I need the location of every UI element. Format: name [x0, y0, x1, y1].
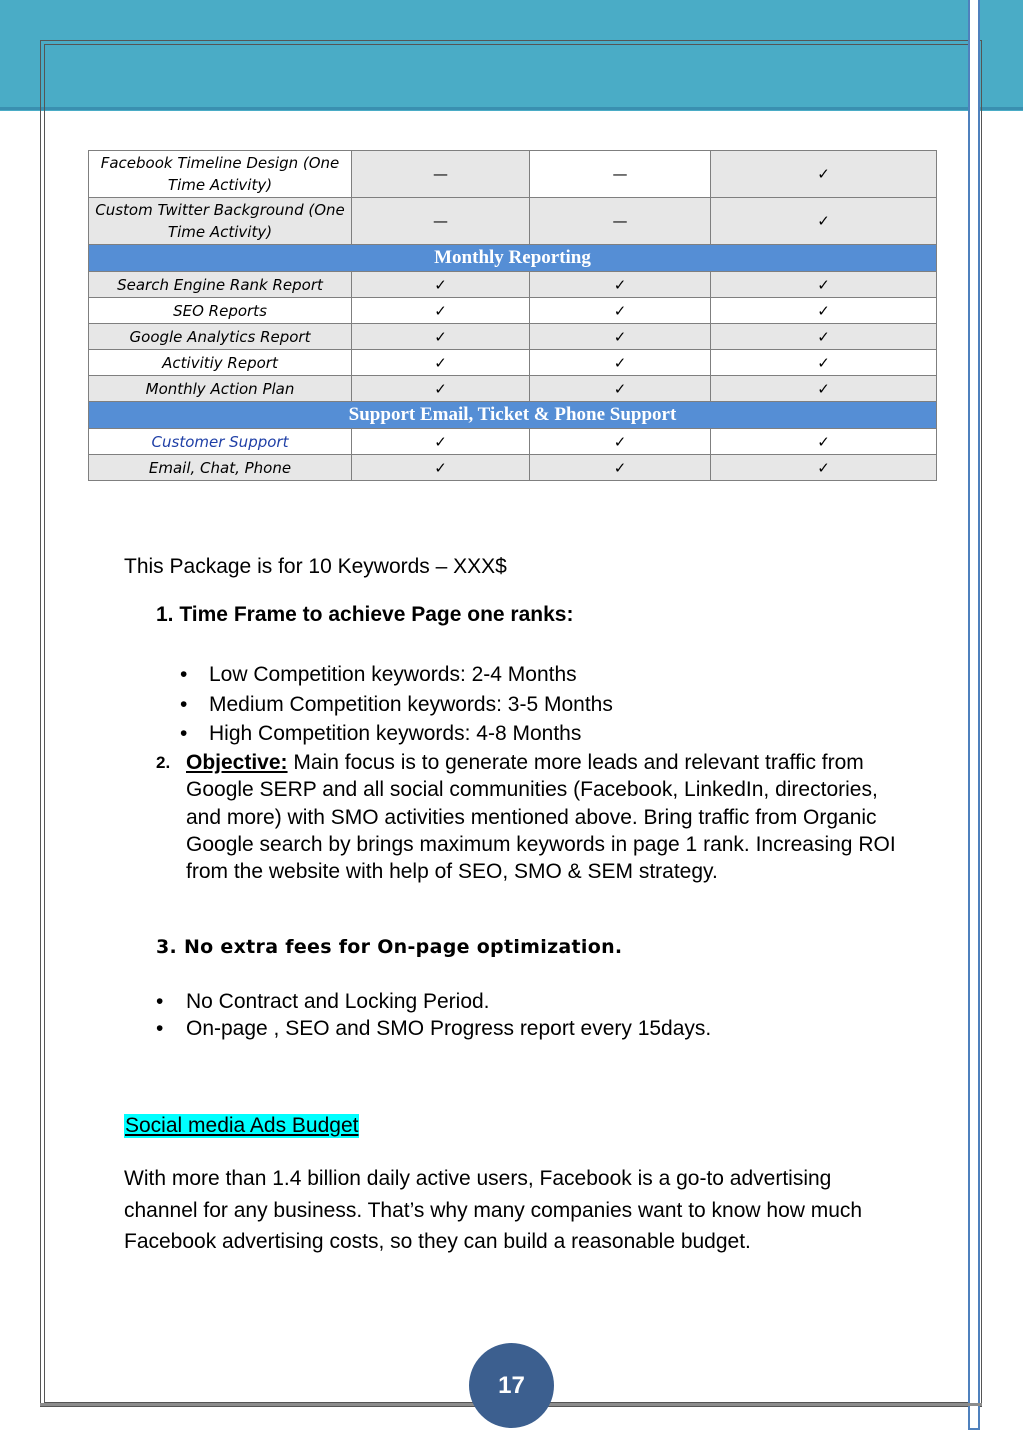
feature-label: Activitiy Report: [89, 350, 352, 376]
feature-label: Google Analytics Report: [89, 324, 352, 350]
feature-label: Email, Chat, Phone: [89, 455, 352, 481]
cell-value: ✓: [711, 151, 937, 198]
ads-paragraph: With more than 1.4 billion daily active users, Facebook is a go-to advertising channel for any business. That’s why many companies want to know how much Facebook advertising costs, so they can build a reasonable budget.: [124, 1167, 863, 1253]
check-mark: ✓: [711, 324, 937, 350]
list-item: • On-page , SEO and SMO Progress report every 15days.: [156, 1015, 711, 1042]
feature-label: Search Engine Rank Report: [89, 272, 352, 298]
table-row: [89, 151, 937, 198]
cell-value: —: [352, 151, 530, 198]
objective-number: 2.: [156, 753, 171, 772]
check-mark: ✓: [530, 272, 711, 298]
feature-label: Monthly Action Plan: [89, 376, 352, 402]
section-header-row: [89, 245, 937, 272]
feature-label: Facebook Timeline Design (One Time Activity): [89, 151, 352, 198]
check-mark: ✓: [711, 429, 937, 455]
table-row: [89, 298, 937, 324]
check-mark: ✓: [352, 376, 530, 402]
list-item: • Low Competition keywords: 2-4 Months: [180, 660, 613, 690]
table-row: [89, 198, 937, 245]
section-header-row: [89, 402, 937, 429]
check-mark: ✓: [530, 298, 711, 324]
extras-list: [156, 988, 711, 1042]
check-mark: ✓: [711, 376, 937, 402]
section-heading-reporting: Monthly Reporting: [89, 245, 937, 272]
check-mark: ✓: [352, 324, 530, 350]
check-mark: ✓: [530, 324, 711, 350]
table-row: [89, 455, 937, 481]
list-item: • Medium Competition keywords: 3-5 Months: [180, 690, 613, 720]
check-mark: ✓: [352, 272, 530, 298]
check-mark: ✓: [352, 429, 530, 455]
table-row: [89, 376, 937, 402]
list-item: • High Competition keywords: 4-8 Months: [180, 719, 613, 749]
package-features-table: [88, 150, 937, 481]
table-row: [89, 272, 937, 298]
section-heading-support: Support Email, Ticket & Phone Support: [89, 402, 937, 429]
right-decorative-bar: [968, 0, 980, 1430]
table-row: [89, 350, 937, 376]
cell-value: ✓: [711, 198, 937, 245]
cell-value: —: [530, 151, 711, 198]
check-mark: ✓: [711, 455, 937, 481]
cell-value: —: [352, 198, 530, 245]
check-mark: ✓: [530, 350, 711, 376]
package-line: This Package is for 10 Keywords – XXX$: [124, 555, 507, 578]
check-mark: ✓: [352, 455, 530, 481]
check-mark: ✓: [711, 298, 937, 324]
objective-item: [156, 749, 896, 885]
check-mark: ✓: [352, 350, 530, 376]
time-frame-heading: 1. Time Frame to achieve Page one ranks:: [156, 603, 574, 626]
objective-keyword: Objective:: [186, 751, 288, 774]
no-extra-fees-heading: 3. No extra fees for On-page optimization.: [156, 936, 623, 958]
check-mark: ✓: [530, 376, 711, 402]
cell-value: —: [530, 198, 711, 245]
objective-text: Main focus is to generate more leads and relevant traffic from Google SERP and all social communities (Facebook, LinkedIn, directories, and more) with SMO activities mentioned above. Bring traffic from Organic Google search by brings maximum keywords in page 1 rank. Increasing ROI from the website with help of SEO, SMO & SEM strategy.: [186, 751, 896, 884]
table-row: [89, 429, 937, 455]
list-item: • No Contract and Locking Period.: [156, 988, 711, 1015]
check-mark: ✓: [352, 298, 530, 324]
table-row: [89, 324, 937, 350]
time-frame-list: [180, 660, 613, 749]
feature-label: Customer Support: [89, 429, 352, 455]
feature-label: Custom Twitter Background (One Time Activity): [89, 198, 352, 245]
check-mark: ✓: [711, 272, 937, 298]
check-mark: ✓: [711, 350, 937, 376]
check-mark: ✓: [530, 455, 711, 481]
page-number: 17: [469, 1343, 554, 1428]
check-mark: ✓: [530, 429, 711, 455]
feature-label: SEO Reports: [89, 298, 352, 324]
ads-budget-heading: Social media Ads Budget: [125, 1114, 359, 1137]
